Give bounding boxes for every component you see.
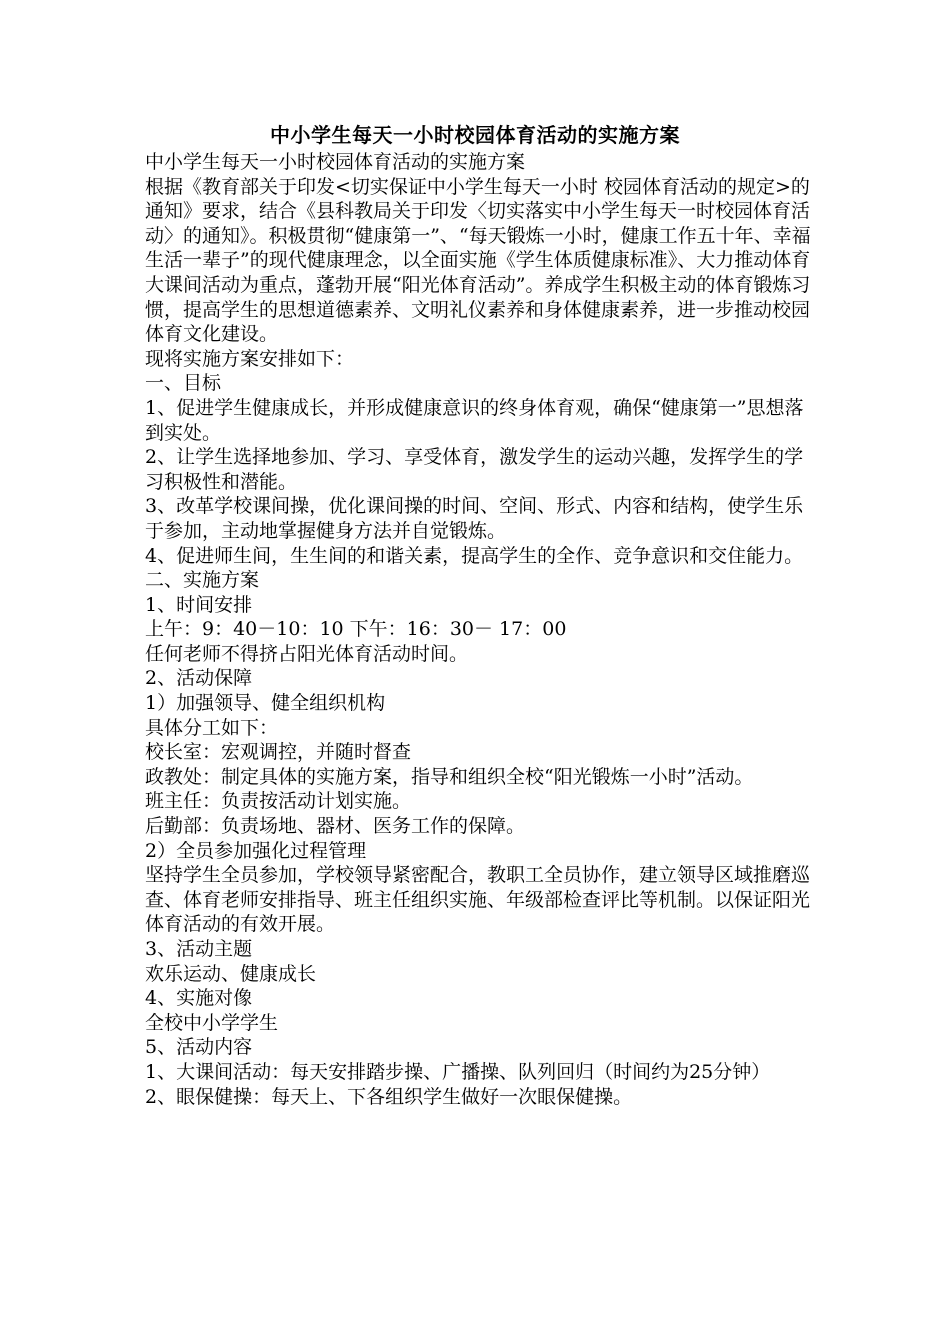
schedule-note: 任何老师不得挤占阳光体育活动时间。 — [145, 642, 469, 665]
subheading-theme: 3、活动主题 — [145, 938, 253, 960]
paragraph-arrangement: 现将实施方案安排如下： — [145, 347, 355, 370]
subheading-content: 5、活动内容 — [145, 1036, 253, 1059]
section-heading-goals: 一、目标 — [145, 372, 222, 395]
guarantee-item-1: 1）加强领导、健全组织机构 — [145, 692, 386, 715]
content-item-2: 2、眼保健操：每天上、下各组织学生做好一次眼保健操。 — [145, 1085, 633, 1108]
document-body — [145, 150, 815, 1109]
goal-item-4: 4、促进师生间，生生间的和谐关素，提高学生的全作、竞争意识和交住能力。 — [145, 544, 804, 567]
goal-item-1: 1、促进学生健康成长，并形成健康意识的终身体育观，确保“健康第一”思想落到实处。 — [145, 396, 804, 444]
target-text: 全校中小学学生 — [145, 1011, 279, 1034]
division-principal: 校长室：宏观调控，并随时督查 — [145, 741, 412, 764]
division-education: 政教处：制定具体的实施方案，指导和组织全校“阳光锻炼一小时”活动。 — [145, 765, 754, 788]
division-logistics: 后勤部：负责场地、器材、医务工作的保障。 — [145, 815, 526, 838]
goal-item-2: 2、让学生选择地参加、学习、享受体育，激发学生的运动兴趣，发挥学生的学习积极性和潜能。 — [145, 446, 804, 493]
goal-item-3: 3、改革学校课间操，优化课间操的时间、空间、形式、内容和结构，使学生乐于参加，主动地掌握健身方法并自觉锻炼。 — [145, 495, 804, 542]
content-item-1: 1、大课间活动：每天安排踏步操、广播操、队列回归（时间约为25分钟） — [145, 1060, 771, 1083]
division-class-teacher: 班主任：负责按活动计划实施。 — [145, 790, 412, 813]
section-heading-plan: 二、实施方案 — [145, 569, 260, 592]
guarantee-item-2: 2）全员参加强化过程管理 — [145, 839, 367, 862]
subheading-guarantee: 2、活动保障 — [145, 667, 253, 690]
guarantee-detail: 坚持学生全员参加，学校领导紧密配合，教职工全员协作，建立领导区域推磨巡查、体育老师安排指导、班主任组织实施、年级部检查评比等机制。以保证阳光体育活动的有效开展。 — [145, 864, 811, 936]
theme-text: 欢乐运动、健康成长 — [145, 962, 317, 985]
subheading-target: 4、实施对像 — [145, 987, 253, 1010]
subheading-schedule: 1、时间安排 — [145, 593, 253, 616]
division-heading: 具体分工如下： — [145, 716, 279, 739]
document-title: 中小学生每天一小时校园体育活动的实施方案 — [270, 123, 680, 147]
schedule-times: 上午：9：40－10：10 下午：16：30－ 17：00 — [145, 618, 567, 641]
paragraph-intro: 根据《教育部关于印发<切实保证中小学生每天一小时 校园体育活动的规定>的通知》要求，结合《县科教局关于印发〈切实落实中小学生每天一时校园体育活动〉的通知》。积极贯彻“健康第一”、“每天锻炼一小时，健康工作五十年、幸福生活一辈子”的现代健康理念，以全面实施《学生体质健康标准》、大力推动体育大课间活动为重点，蓬勃开展“阳光体育活动”。养成学生积极主动的体育锻炼习惯，提高学生的思想道德素养、文明礼仪素养和身体健康素养，进一步推动校园体育文化建设。 — [145, 175, 811, 346]
paragraph-subtitle: 中小学生每天一小时校园体育活动的实施方案 — [145, 151, 526, 173]
